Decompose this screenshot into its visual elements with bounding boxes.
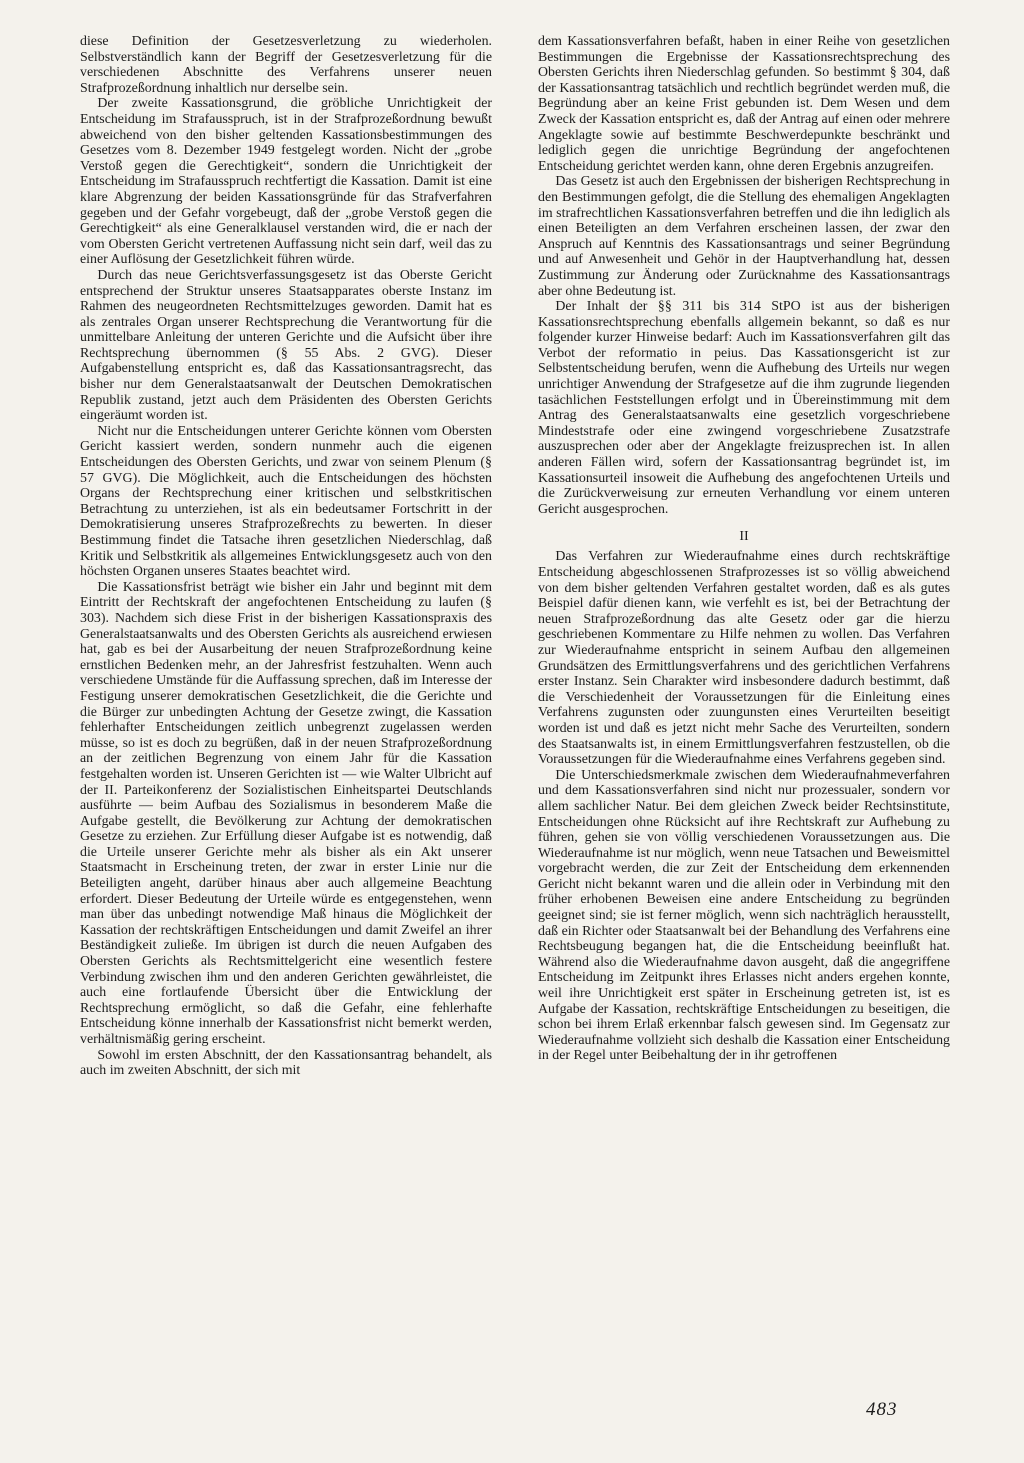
paragraph: Das Gesetz ist auch den Ergebnissen der bisherigen Rechtsprechung in den Bestimmungen gefolgt, die die Stellung des ehemaligen Angeklagten im strafrechtlichen Kassationsverfahren betreffen und die ihn lediglich als einen Beteiligten an dem Verfahren erscheinen lassen, der zwar den Anspruch auf Kenntnis des Kassationsantrags und seiner Begründung und auf Anwesenheit und Gehör in der Hauptverhandlung hat, dessen Zustimmung zur Änderung oder Zurücknahme des Kassationsantrags aber ohne Bedeutung ist. xyxy=(538,174,950,299)
paragraph: Der zweite Kassationsgrund, die gröbliche Unrichtigkeit der Entscheidung im Strafausspruch, ist in der Strafprozeßordnung bewußt abweichend von den bisher geltenden Kassationsbestimmungen des Gesetzes vom 8. Dezember 1949 festgelegt worden. Nicht der „grobe Verstoß gegen die Gerechtigkeit“, sondern die Unrichtigkeit der Entscheidung im Strafausspruch rechtfertigt die Kassation. Damit ist eine klare Abgrenzung der beiden Kassationsgründe für das Strafverfahren gegeben und der Gefahr vorgebeugt, daß der „grobe Verstoß gegen die Gerechtigkeit“ als eine Generalklausel verstanden wird, die er nach der vom Obersten Gericht vertretenen Auffassung nicht sein darf, weil das zu einer Auflösung der Gesetzlichkeit führen würde. xyxy=(80,96,492,268)
paragraph: Die Kassationsfrist beträgt wie bisher ein Jahr und beginnt mit dem Eintritt der Rechtskraft der angefochtenen Entscheidung zu laufen (§ 303). Nachdem sich diese Frist in der bisherigen Kassationspraxis des Generalstaatsanwalts und des Obersten Gerichts als ausreichend erwiesen hat, gab es bei der Ausarbeitung der neuen Strafprozeßordnung keine ernstlichen Bedenken mehr, an der Jahresfrist festzuhalten. Wenn auch verschiedene Umstände für die Auffassung sprechen, daß im Interesse der Festigung unserer demokratischen Gesetzlichkeit, die die Gerichte und die Bürger zur unbedingten Achtung der Gesetze zwingt, die Kassation fehlerhafter Entscheidungen zeitlich unbegrenzt zugelassen werden müsse, so ist es doch zu begrüßen, daß in der neuen Strafprozeßordnung an der zeitlichen Begrenzung von einem Jahr für die Kassation festgehalten worden ist. Unseren Gerichten ist — wie Walter Ulbricht auf der II. Parteikonferenz der Sozialistischen Einheitspartei Deutschlands ausführte — beim Aufbau des Sozialismus in besonderem Maße die Aufgabe gestellt, die Bevölkerung zur Achtung der demokratischen Gesetze zu erziehen. Zur Erfüllung dieser Aufgabe ist es notwendig, daß die Urteile unserer Gerichte mehr als bisher als ein Akt unserer Staatsmacht in Erscheinung treten, der zwar in erster Linie nur die Beteiligten angeht, darüber hinaus aber auch allgemeine Beachtung erfordert. Dieser Bedeutung der Urteile würde es entgegenstehen, wenn man über das unbedingt notwendige Maß hinaus die Möglichkeit der Kassation der rechtskräftigen Entscheidungen und damit Zweifel an ihrer Beständigkeit zuließe. Im übrigen ist durch die neuen Aufgaben des Obersten Gerichts als Rechtsmittelgericht eine wesentlich festere Verbindung zwischen ihm und den anderen Gerichten gewährleistet, die auch eine fortlaufende Übersicht über die Entwicklung der Rechtsprechung ermöglicht, so daß die Gefahr, eine fehlerhafte Entscheidung könne innerhalb der Kassationsfrist nicht bemerkt werden, verhältnismäßig gering erscheint. xyxy=(80,579,492,1047)
paragraph: Das Verfahren zur Wiederaufnahme eines durch rechtskräftige Entscheidung abgeschlossenen Strafprozesses ist so völlig abweichend von dem bisher geltenden Verfahren gestaltet worden, daß es als gutes Beispiel dafür dienen kann, wie verfehlt es ist, bei der Betrachtung der neuen Strafprozeßordnung das alte Gesetz oder gar die hierzu geschriebenen Kommentare zu Hilfe nehmen zu wollen. Das Verfahren zur Wiederaufnahme entspricht in seinem Aufbau den allgemeinen Grundsätzen des Ermittlungsverfahrens und des gerichtlichen Verfahrens erster Instanz. Sein Charakter wird insbesondere dadurch bestimmt, daß die Verschiedenheit der Voraussetzungen für die Einleitung eines Verfahrens zugunsten oder zuungunsten eines Verurteilten beseitigt worden ist und daß es jetzt nicht mehr Sache des Verurteilten, sondern des Staatsanwalts ist, in einem Ermittlungsverfahren festzustellen, ob die Voraussetzungen für die Wiederaufnahme eines Verfahrens gegeben sind. xyxy=(538,549,950,768)
section-heading: II xyxy=(739,529,749,545)
left-column xyxy=(80,34,492,1394)
page-number: 483 xyxy=(866,1399,898,1420)
paragraph: diese Definition der Gesetzesverletzung zu wiederholen. Selbstverständlich kann der Begriff der Gesetzesverletzung für die verschiedenen Abschnitte des Verfahrens unserer neuen Strafprozeßordnung inhaltlich nur derselbe sein. xyxy=(80,34,492,96)
right-column xyxy=(538,34,950,1394)
paragraph: Die Unterschiedsmerkmale zwischen dem Wiederaufnahmeverfahren und dem Kassationsverfahren sind nicht nur prozessualer, sondern vor allem sachlicher Natur. Bei dem gleichen Zweck beider Rechtsinstitute, Entscheidungen ohne Rücksicht auf ihre Rechtskraft zur Aufhebung zu führen, gehen sie von völlig verschiedenen Voraussetzungen aus. Die Wiederaufnahme ist nur möglich, wenn neue Tatsachen und Beweismittel vorgebracht werden, die zur Zeit der Entscheidung dem erkennenden Gericht nicht bekannt waren und die allein oder in Verbindung mit den früher erhobenen Beweisen eine andere Entscheidung zu begründen geeignet sind; sie ist ferner möglich, wenn sich nachträglich herausstellt, daß ein Richter oder Staatsanwalt bei der Behandlung des Verfahrens eine Rechtsbeugung begangen hat, die die Entscheidung beeinflußt hat. Während also die Wiederaufnahme davon ausgeht, daß die angegriffene Entscheidung im Zeitpunkt ihres Erlasses nicht anders ergehen konnte, weil ihre Unrichtigkeit erst später in Erscheinung getreten ist, ist es Aufgabe der Kassation, rechtskräftige Entscheidungen zu beseitigen, die schon bei ihrem Erlaß erkennbar falsch gewesen sind. Im Gegensatz zur Wiederaufnahme vollzieht sich deshalb die Kassation einer Entscheidung in der Regel unter Beibehaltung der in ihr getroffenen xyxy=(538,767,950,1064)
paragraph: dem Kassationsverfahren befaßt, haben in einer Reihe von gesetzlichen Bestimmungen die Ergebnisse der Kassationsrechtsprechung des Obersten Gerichts ihren Niederschlag gefunden. So bestimmt § 304, daß der Kassationsantrag tatsächlich und rechtlich begründet werden muß, die Begründung aber an keine Frist gebunden ist. Dem Wesen und dem Zweck der Kassation entspricht es, daß der Antrag auf einen oder mehrere Angeklagte sowie auf bestimmte Beschwerdepunkte beschränkt und lediglich gegen die unrichtige Begründung der angefochtenen Entscheidung gerichtet werden kann, ohne deren Ergebnis anzugreifen. xyxy=(538,34,950,174)
paragraph: Sowohl im ersten Abschnitt, der den Kassationsantrag behandelt, als auch im zweiten Abschnitt, der sich mit xyxy=(80,1047,492,1079)
paragraph: Nicht nur die Entscheidungen unterer Gerichte können vom Obersten Gericht kassiert werden, sondern nunmehr auch die eigenen Entscheidungen des Obersten Gerichts, und zwar von seinem Plenum (§ 57 GVG). Die Möglichkeit, auch die Entscheidungen des höchsten Organs der Rechtsprechung einer kritischen und selbstkritischen Betrachtung zu unterziehen, ist als ein bedeutsamer Fortschritt in der Demokratisierung unseres Strafprozeßrechts zu bewerten. In dieser Bestimmung findet die Tatsache ihren gesetzlichen Niederschlag, daß Kritik und Selbstkritik als allgemeines Entwicklungsgesetz auch von den höchsten Organen unseres Staates beachtet wird. xyxy=(80,423,492,580)
paragraph: Der Inhalt der §§ 311 bis 314 StPO ist aus der bisherigen Kassationsrechtsprechung ebenfalls allgemein bekannt, so daß es nur folgender kurzer Hinweise bedarf: Auch im Kassationsverfahren gilt das Verbot der reformatio in peius. Das Kassationsgericht ist zur Selbstentscheidung berufen, wenn die Aufhebung des Urteils nur wegen unrichtiger Anwendung der Strafgesetze auf die ihm zugrunde liegenden tasächlichen Feststellungen erfolgt und in Übereinstimmung mit dem Antrag des Generalstaatsanwalts eine gesetzlich vorgeschriebene Mindeststrafe oder eine zwingend vorgeschriebene Zusatzstrafe auszusprechen oder aber der Angeklagte freizusprechen ist. In allen anderen Fällen wird, sofern der Kassationsantrag begründet ist, im Kassationsurteil insoweit die Aufhebung des angefochtenen Urteils und die Zurückverweisung zur erneuten Verhandlung vor einem unteren Gericht ausgesprochen. xyxy=(538,299,950,517)
document-page xyxy=(80,34,950,1394)
paragraph: Durch das neue Gerichtsverfassungsgesetz ist das Oberste Gericht entsprechend der Struktur unseres Staatsapparates oberste Instanz im Rahmen des neugeordneten Rechtsmittelzuges geworden. Damit hat es als zentrales Organ unserer Rechtsprechung die Verantwortung für die unmittelbare Anleitung der unteren Gerichte und die Aufsicht über ihre Rechtsprechung übernommen (§ 55 Abs. 2 GVG). Dieser Aufgabenstellung entspricht es, daß das Kassationsantragsrecht, das bisher nur dem Generalstaatsanwalt der Deutschen Demokratischen Republik zustand, jetzt auch dem Präsidenten des Obersten Gerichts eingeräumt worden ist. xyxy=(80,267,492,424)
